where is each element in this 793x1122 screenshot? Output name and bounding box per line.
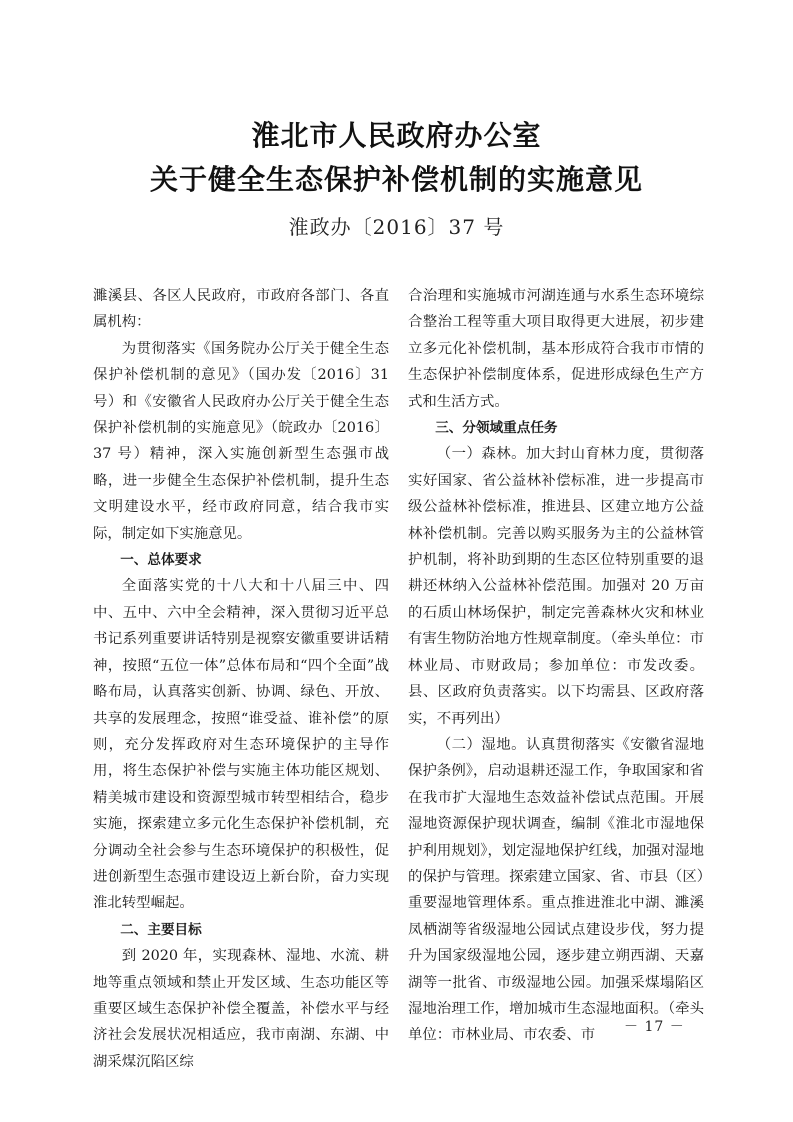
right-column <box>408 283 704 1049</box>
general-requirements-paragraph: 全面落实党的十八大和十八届三中、四中、五中、六中全会精神，深入贯彻习近平总书记系列重要讲话特别是视察安徽重要讲话精神，按照“五位一体”总体布局和“四个全面”战略布局，认真落实创新、协调、绿色、开放、共享的发展理念，按照“谁受益、谁补偿”的原则，充分发挥政府对生态环境保护的主导作用，将生态保护补偿与实施主体功能区规划、精美城市建设和资源型城市转型相结合，稳步实施，探索建立多元化生态保护补偿机制，充分调动全社会参与生态环境保护的积极性，促进创新型生态强市建设迈上新台阶，奋力实现淮北转型崛起。 <box>93 578 389 912</box>
section-heading-main-goals: 二、主要目标 <box>120 921 202 938</box>
main-goals-paragraph-start: 到 2020 年，实现森林、湿地、水流、耕地等重点领域和禁止开发区域、生态功能区等重要区域生态保护补偿全覆盖，补偿水平与经济社会发展状况相适应，我市南湖、东湖、中湖采煤沉陷区综 <box>93 948 389 1070</box>
page-number: － 17 － <box>624 1019 685 1035</box>
wetland-paragraph: （二）湿地。认真贯彻落实《安徽省湿地保护条例》，启动退耕还湿工作，争取国家和省在我市扩大湿地生态效益补偿试点范围。开展湿地资源保护现状调查，编制《淮北市湿地保护利用规划》，划定湿地保护红线，加强对湿地的保护与管理。探索建立国家、省、市县（区）重要湿地管理体系。重点推进淮北中湖、濉溪凤栖湖等省级湿地公园试点建设步伐，努力提升为国家级湿地公园，逐步建立朔西湖、天嘉湖等一批省、市级湿地公园。加强采煤塌陷区湿地治理工作，增加城市生态湿地面积。（牵头单位：市林业局、市农委、市 <box>408 736 704 1044</box>
left-column <box>93 283 389 1075</box>
section-heading-key-tasks: 三、分领域重点任务 <box>435 420 558 437</box>
addressee: 濉溪县、各区人民政府，市政府各部门、各直属机构： <box>93 288 389 331</box>
document-number: 淮政办〔2016〕37 号 <box>288 215 505 239</box>
document-title-line1: 淮北市人民政府办公室 <box>251 119 542 152</box>
section-heading-general-requirements: 一、总体要求 <box>120 552 202 569</box>
intro-paragraph: 为贯彻落实《国务院办公厅关于健全生态保护补偿机制的意见》（国办发〔2016〕31 号）和《安徽省人民政府办公厅关于健全生态保护补偿机制的实施意见》（皖政办〔2016〕37 号）精神，深入实施创新型生态强市战略，进一步健全生态保护补偿机制，提升生态文明建设水平，经市政府同意，结合我市实际，制定如下实施意见。 <box>93 340 389 542</box>
forest-paragraph: （一）森林。加大封山育林力度，贯彻落实好国家、省公益林补偿标准，进一步提高市级公益林补偿标准，推进县、区建立地方公益林补偿机制。完善以购买服务为主的公益林管护机制，将补助到期的生态区位特别重要的退耕还林纳入公益林补偿范围。加强对 20 万亩的石质山林场保护，制定完善森林火灾和林业有害生物防治地方性规章制度。（牵头单位：市林业局、市财政局；参加单位：市发改委。县、区政府负责落实。以下均需县、区政府落实，不再列出） <box>408 446 704 727</box>
main-goals-paragraph-continued: 合治理和实施城市河湖连通与水系生态环境综合整治工程等重大项目取得更大进展，初步建立多元化补偿机制，基本形成符合我市市情的生态保护补偿制度体系，促进形成绿色生产方式和生活方式。 <box>408 288 704 410</box>
document-title-line2: 关于健全生态保护补偿机制的实施意见 <box>149 163 643 196</box>
